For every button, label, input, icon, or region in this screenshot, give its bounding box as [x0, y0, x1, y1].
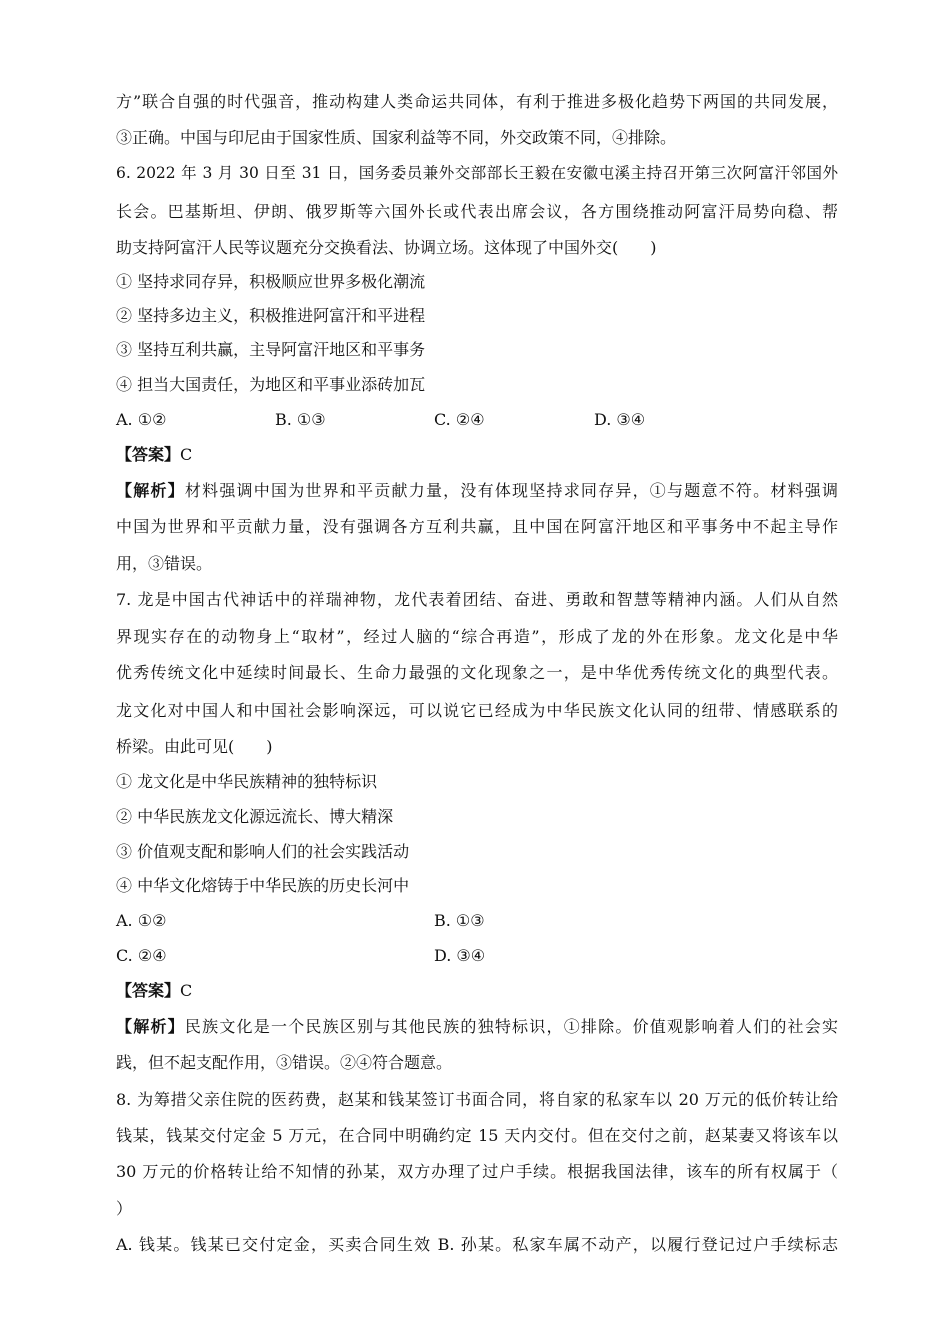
- q6-option-a: A. ①②: [116, 410, 167, 429]
- q6-statement: ② 坚持多边主义，积极推进阿富汗和平进程: [116, 306, 426, 325]
- answer-label: 【答案】: [116, 445, 181, 464]
- q7-stem-line: 7. 龙是中国古代神话中的祥瑞神物，龙代表着团结、奋进、勇敢和智慧等精神内涵。人们从自然: [116, 590, 838, 609]
- q7-option-c: C. ②④: [116, 946, 167, 965]
- q6-statement: ④ 担当大国责任，为地区和平事业添砖加瓦: [116, 375, 426, 394]
- q8-stem-line: 8. 为筹措父亲住院的医药费，赵某和钱某签订书面合同，将自家的私家车以 20 万元的低价转让给: [116, 1090, 838, 1109]
- q7-statement: ④ 中华文化熔铸于中华民族的历史长河中: [116, 876, 410, 895]
- analysis-text: 材料强调中国为世界和平贡献力量，没有体现坚持求同存异，①与题意不符。材料强调: [184, 481, 838, 500]
- q7-option-a: A. ①②: [116, 911, 167, 930]
- answer-value: C: [180, 981, 193, 1000]
- q6-statement: ① 坚持求同存异，积极顺应世界多极化潮流: [116, 272, 426, 291]
- analysis-text: 民族文化是一个民族区别与其他民族的独特标识，①排除。价值观影响着人们的社会实: [184, 1017, 838, 1036]
- q6-option-b: B. ①③: [275, 410, 326, 429]
- q6-answer: [116, 443, 838, 467]
- q7-statement: ② 中华民族龙文化源远流长、博大精深: [116, 807, 394, 826]
- q7-analysis-line: 践，但不起支配作用，③错误。②④符合题意。: [116, 1053, 453, 1072]
- q6-analysis-line: 用，③错误。: [116, 554, 213, 573]
- q7-stem-line: 龙文化对中国人和中国社会影响深远，可以说它已经成为中华民族文化认同的纽带、情感联系的: [116, 701, 838, 720]
- q8-stem-line: ）: [116, 1199, 133, 1218]
- q6-analysis-line: [116, 479, 838, 503]
- answer-label: 【答案】: [116, 981, 181, 1000]
- analysis-label: 【解析】: [116, 481, 185, 500]
- q6-option-c: C. ②④: [434, 410, 485, 429]
- q7-stem-line: 界现实存在的动物身上“取材”，经过人脑的“综合再造”，形成了龙的外在形象。龙文化是中华: [116, 627, 838, 646]
- q8-stem-line: 30 万元的价格转让给不知情的孙某，双方办理了过户手续。根据我国法律，该车的所有权属于（: [116, 1162, 838, 1181]
- q8-options-line: A. 钱某。钱某已交付定金，买卖合同生效 B. 孙某。私家车属不动产，以履行登记过户手续标志: [116, 1235, 838, 1254]
- q7-option-b: B. ①③: [434, 911, 485, 930]
- q7-statement: ① 龙文化是中华民族精神的独特标识: [116, 772, 378, 791]
- q7-stem-line: 优秀传统文化中延续时间最长、生命力最强的文化现象之一，是中华优秀传统文化的典型代表。: [116, 663, 838, 682]
- q7-statement: ③ 价值观支配和影响人们的社会实践活动: [116, 842, 410, 861]
- q7-analysis-line: [116, 1015, 838, 1039]
- q8-stem-line: 钱某，钱某交付定金 5 万元，在合同中明确约定 15 天内交付。但在交付之前，赵某妻又将该车以: [116, 1126, 838, 1145]
- q6-option-d: D. ③④: [594, 410, 646, 429]
- q6-stem-line: 长会。巴基斯坦、伊朗、俄罗斯等六国外长或代表出席会议，各方围绕推动阿富汗局势向稳、帮: [116, 202, 838, 221]
- q6-stem-line: 助支持阿富汗人民等议题充分交换看法、协调立场。这体现了中国外交( ): [116, 238, 657, 257]
- q7-option-d: D. ③④: [434, 946, 486, 965]
- q6-stem-line: 6. 2022 年 3 月 30 日至 31 日，国务委员兼外交部部长王毅在安徽屯溪主持召开第三次阿富汗邻国外: [116, 164, 838, 182]
- q6-statement: ③ 坚持互利共赢，主导阿富汗地区和平事务: [116, 340, 426, 359]
- answer-value: C: [180, 445, 193, 464]
- analysis-label: 【解析】: [116, 1017, 185, 1036]
- q7-answer: [116, 979, 838, 1003]
- q7-stem-line: 桥梁。由此可见( ): [116, 737, 273, 756]
- prev-analysis-line: 方”联合自强的时代强音，推动构建人类命运共同体，有利于推进多极化趋势下两国的共同发展，: [116, 92, 838, 111]
- prev-analysis-line: ③正确。中国与印尼由于国家性质、国家利益等不同，外交政策不同，④排除。: [116, 128, 677, 147]
- q6-analysis-line: 中国为世界和平贡献力量，没有强调各方互利共赢，且中国在阿富汗地区和平事务中不起主导作: [116, 517, 838, 536]
